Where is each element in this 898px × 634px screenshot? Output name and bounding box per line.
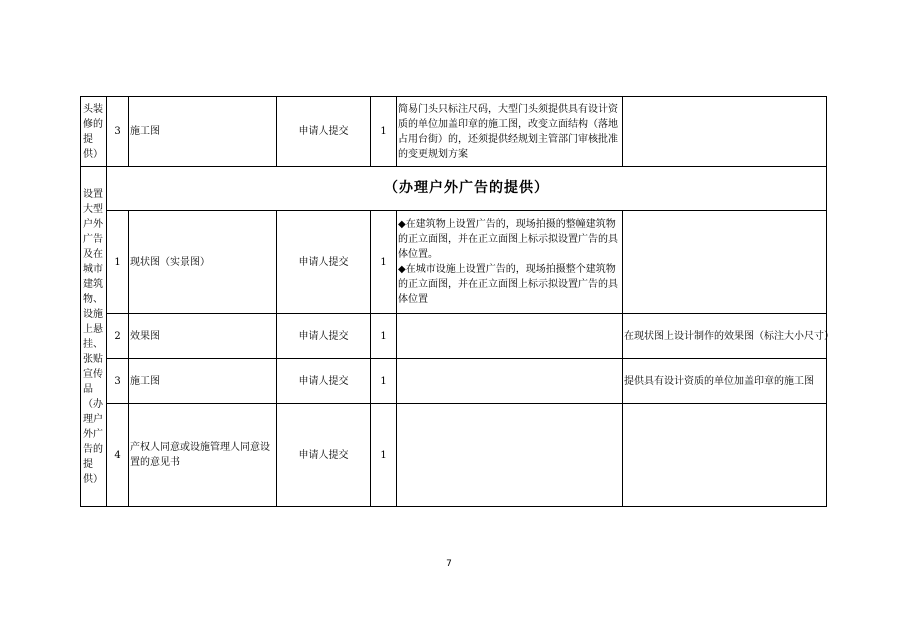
material-note bbox=[623, 404, 827, 507]
copies-count: 1 bbox=[371, 211, 397, 314]
material-description bbox=[397, 404, 623, 507]
material-description bbox=[397, 359, 623, 404]
material-description: 简易门头只标注尺码，大型门头须提供具有设计资质的单位加盖印章的施工图，改变立面结构（落地占用台街）的，还须提供经规划主管部门审核批准的变更规划方案 bbox=[397, 97, 623, 167]
material-name: 产权人同意或设施管理人同意设置的意见书 bbox=[129, 404, 277, 507]
item-number: 3 bbox=[107, 359, 129, 404]
material-name: 施工图 bbox=[129, 359, 277, 404]
table-row bbox=[81, 211, 827, 314]
material-name: 施工图 bbox=[129, 97, 277, 167]
category-cell: 设置大型户外广告及在城市建筑物、设施上悬挂、张贴宣传品（办理户外广告的提供） bbox=[81, 167, 107, 507]
material-description bbox=[397, 211, 623, 314]
material-note: 提供具有设计资质的单位加盖印章的施工图 bbox=[623, 359, 827, 404]
material-name: 现状图（实景图） bbox=[129, 211, 277, 314]
requirements-table bbox=[80, 96, 834, 507]
table-row bbox=[81, 314, 827, 359]
copies-count: 1 bbox=[371, 97, 397, 167]
item-number: 2 bbox=[107, 314, 129, 359]
material-note: 在现状图上设计制作的效果图（标注大小尺寸） bbox=[623, 314, 827, 359]
material-note bbox=[623, 97, 827, 167]
material-source: 申请人提交 bbox=[277, 359, 371, 404]
material-source: 申请人提交 bbox=[277, 314, 371, 359]
table-row bbox=[81, 167, 827, 211]
material-description bbox=[397, 314, 623, 359]
material-source: 申请人提交 bbox=[277, 404, 371, 507]
table-row bbox=[81, 404, 827, 507]
material-source: 申请人提交 bbox=[277, 97, 371, 167]
item-number: 1 bbox=[107, 211, 129, 314]
material-name: 效果图 bbox=[129, 314, 277, 359]
material-note bbox=[623, 211, 827, 314]
copies-count: 1 bbox=[371, 359, 397, 404]
category-cell: 头装修的提供） bbox=[81, 97, 107, 167]
table-row bbox=[81, 359, 827, 404]
copies-count: 1 bbox=[371, 314, 397, 359]
material-source: 申请人提交 bbox=[277, 211, 371, 314]
copies-count: 1 bbox=[371, 404, 397, 507]
page-number: 7 bbox=[446, 559, 452, 569]
section-heading: （办理户外广告的提供） bbox=[107, 167, 827, 211]
description-line: ◆在建筑物上设置广告的，现场拍摄的整幢建筑物的正立面图，并在正立面图上标示拟设置广告的具体位置。 bbox=[398, 219, 618, 260]
table-row bbox=[81, 97, 827, 167]
description-line: ◆在城市设施上设置广告的，现场拍摄整个建筑物的正立面图，并在正立面图上标示拟设置广告的具体位置 bbox=[398, 264, 618, 305]
item-number: 3 bbox=[107, 97, 129, 167]
item-number: 4 bbox=[107, 404, 129, 507]
